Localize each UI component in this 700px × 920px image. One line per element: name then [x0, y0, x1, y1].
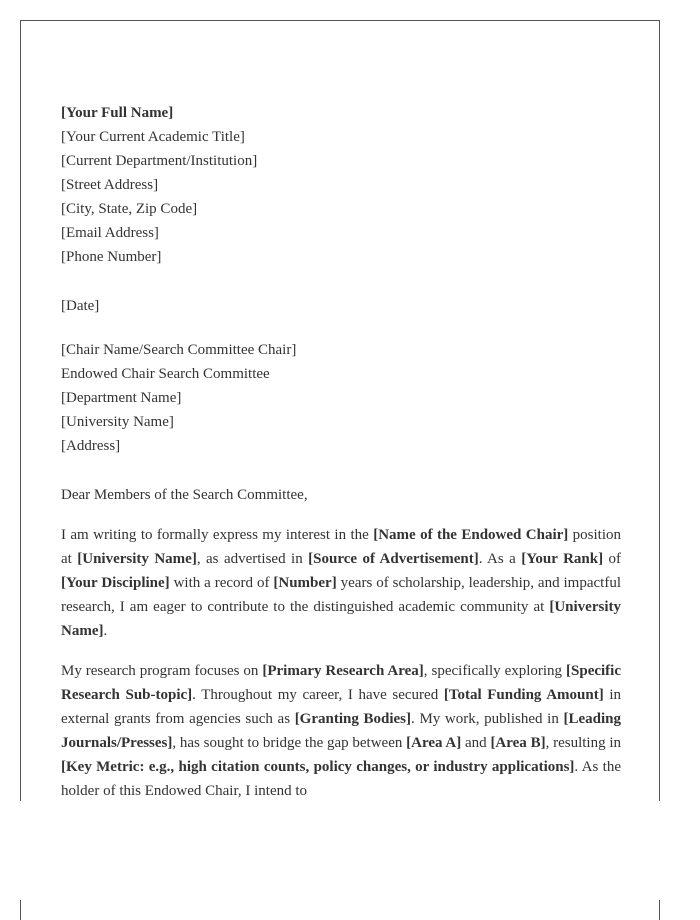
body-text: . As a	[478, 551, 522, 567]
placeholder-field: [Granting Bodies]	[294, 711, 412, 727]
body-text: . Throughout my career, I have secured	[192, 687, 444, 703]
body-text: My research program focuses on	[61, 663, 263, 679]
letter-content	[61, 101, 621, 803]
placeholder-field: [Name of the Endowed Chair]	[373, 527, 569, 543]
sender-line: [Phone Number]	[61, 249, 162, 265]
sender-line: [Street Address]	[61, 177, 159, 193]
body-text: , resulting in	[545, 735, 621, 751]
placeholder-field: [Source of Advertisement]	[308, 551, 479, 567]
sender-line: [Current Department/Institution]	[61, 153, 258, 169]
recipient-line: [Department Name]	[61, 390, 182, 406]
body-paragraph	[61, 659, 621, 803]
placeholder-field: [Your Rank]	[521, 551, 604, 567]
sender-line: [City, State, Zip Code]	[61, 201, 198, 217]
body-text: , specifically exploring	[423, 663, 567, 679]
placeholder-field: [Area A]	[406, 735, 462, 751]
body-text: in external grants from agencies such as	[61, 687, 621, 727]
page-cutoff	[20, 801, 662, 900]
body-text: with a record of	[169, 575, 274, 591]
sender-line: [Your Current Academic Title]	[61, 129, 245, 145]
body-text: years of scholarship, leadership, and impactful research, I am eager to contribute to the distinguished academic community at	[61, 575, 621, 615]
placeholder-field: [University Name]	[61, 599, 621, 639]
sender-line: [Email Address]	[61, 225, 159, 241]
placeholder-field: [Your Discipline]	[61, 575, 170, 591]
placeholder-field: [University Name]	[77, 551, 197, 567]
placeholder-field: [Area B]	[490, 735, 546, 751]
placeholder-field: [Leading Journals/Presses]	[61, 711, 621, 751]
placeholder-field: [Primary Research Area]	[262, 663, 424, 679]
placeholder-field: [Specific Research Sub-topic]	[61, 663, 621, 703]
body-text: position at	[61, 527, 621, 567]
body-text: . My work, published in	[411, 711, 564, 727]
recipient-line: Endowed Chair Search Committee	[61, 366, 270, 382]
placeholder-field: [Number]	[273, 575, 337, 591]
recipient-block	[61, 338, 621, 458]
body-text: .	[103, 623, 108, 639]
body-paragraph	[61, 523, 621, 643]
placeholder-field: [Total Funding Amount]	[443, 687, 604, 703]
letter-page	[20, 20, 660, 920]
letter-date: [Date]	[61, 298, 100, 314]
recipient-line: [Address]	[61, 438, 121, 454]
body-text: , as advertised in	[196, 551, 309, 567]
body-text: of	[603, 551, 622, 567]
placeholder-field: [Key Metric: e.g., high citation counts, policy changes, or industry applications]	[61, 759, 575, 775]
sender-name: [Your Full Name]	[61, 105, 174, 121]
body-text: I am writing to formally express my interest in the	[61, 527, 374, 543]
recipient-line: [University Name]	[61, 414, 174, 430]
body-text: , has sought to bridge the gap between	[172, 735, 407, 751]
salutation: Dear Members of the Search Committee,	[61, 487, 308, 503]
body-text: and	[461, 735, 491, 751]
body-text: . As the holder of this Endowed Chair, I intend to	[61, 759, 621, 799]
sender-block	[61, 101, 621, 269]
recipient-line: [Chair Name/Search Committee Chair]	[61, 342, 297, 358]
